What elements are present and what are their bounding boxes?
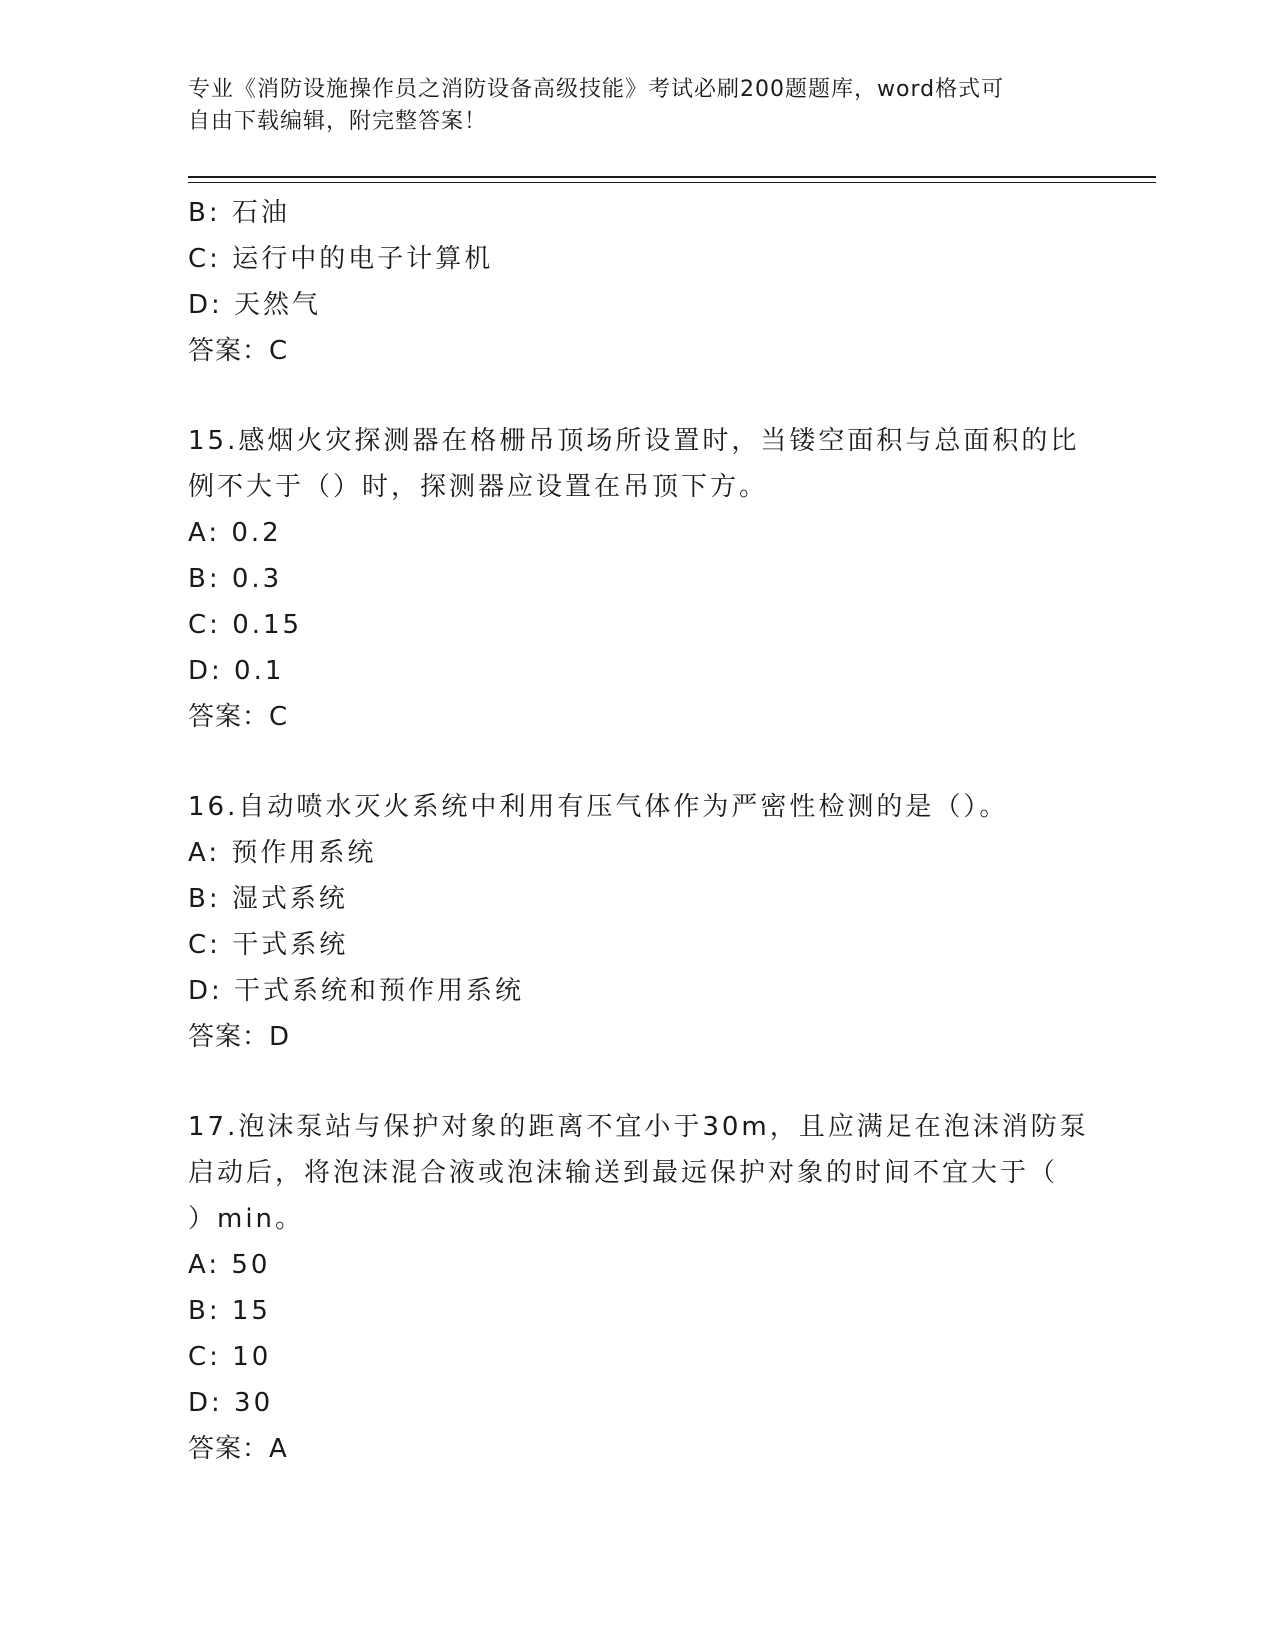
question-text-line: 15.感烟火灾探测器在格栅吊顶场所设置时，当镂空面积与总面积的比 — [188, 426, 1080, 456]
document-body — [188, 190, 1088, 1472]
document-header — [188, 74, 1088, 138]
option-line — [188, 876, 1088, 922]
option-text: 运行中的电子计算机 — [232, 244, 494, 274]
answer-line: 答案：A — [188, 1434, 288, 1464]
option-line — [188, 282, 1088, 328]
option-line — [188, 1380, 1088, 1426]
question-text-line: 17.泡沫泵站与保护对象的距离不宜小于30m，且应满足在泡沫消防泵 — [188, 1112, 1089, 1142]
option-label: D: — [188, 1388, 223, 1418]
option-label: C: — [188, 1342, 221, 1372]
option-label: D: — [188, 656, 223, 686]
option-text: 0.1 — [234, 656, 285, 686]
option-text: 0.2 — [231, 518, 282, 548]
spacer — [188, 740, 1088, 784]
option-text: 0.15 — [232, 610, 303, 640]
option-label: C: — [188, 610, 221, 640]
option-line — [188, 1288, 1088, 1334]
option-label: D: — [188, 290, 223, 320]
question-text-line: 16.自动喷水灭火系统中利用有压气体作为严密性检测的是（）。 — [188, 792, 1009, 822]
option-text: 干式系统和预作用系统 — [234, 976, 525, 1006]
option-label: A: — [188, 1250, 221, 1280]
spacer — [188, 1060, 1088, 1104]
option-text: 湿式系统 — [231, 884, 348, 914]
option-line — [188, 190, 1088, 236]
option-text: 10 — [232, 1342, 272, 1372]
header-divider-thick — [188, 176, 1156, 178]
option-line — [188, 556, 1088, 602]
option-label: D: — [188, 976, 223, 1006]
option-label: B: — [188, 198, 221, 228]
option-text: 0.3 — [231, 564, 283, 594]
option-text: 50 — [231, 1250, 271, 1280]
question-block-16 — [188, 784, 1088, 1060]
option-label: C: — [188, 244, 221, 274]
answer-line: 答案：D — [188, 1022, 291, 1052]
option-text: 预作用系统 — [231, 838, 377, 868]
option-label: B: — [188, 884, 221, 914]
option-text: 天然气 — [234, 290, 322, 320]
option-line — [188, 510, 1088, 556]
option-label: A: — [188, 518, 221, 548]
option-text: 30 — [234, 1388, 274, 1418]
option-text: 石油 — [231, 198, 290, 228]
prev-question-block — [188, 190, 1088, 374]
answer-line: 答案：C — [188, 336, 289, 366]
option-line — [188, 236, 1088, 282]
spacer — [188, 374, 1088, 418]
option-label: C: — [188, 930, 221, 960]
option-line — [188, 830, 1088, 876]
header-line-1: 专业《消防设施操作员之消防设备高级技能》考试必刷200题题库，word格式可 — [188, 77, 1005, 102]
question-text-line: ）min。 — [188, 1204, 305, 1234]
option-text: 15 — [231, 1296, 271, 1326]
option-line — [188, 922, 1088, 968]
question-block-15 — [188, 418, 1088, 740]
question-block-17 — [188, 1104, 1088, 1472]
option-label: B: — [188, 1296, 221, 1326]
option-line — [188, 968, 1088, 1014]
question-text-line: 例不大于（）时，探测器应设置在吊顶下方。 — [188, 472, 769, 502]
option-line — [188, 1242, 1088, 1288]
answer-line: 答案：C — [188, 702, 289, 732]
option-line — [188, 648, 1088, 694]
option-line — [188, 1334, 1088, 1380]
option-label: A: — [188, 838, 221, 868]
question-text-line: 启动后，将泡沫混合液或泡沫输送到最远保护对象的时间不宜大于（ — [188, 1158, 1059, 1188]
header-divider-thin — [188, 182, 1156, 183]
option-line — [188, 602, 1088, 648]
option-text: 干式系统 — [232, 930, 349, 960]
option-label: B: — [188, 564, 221, 594]
header-line-2: 自由下载编辑，附完整答案！ — [188, 109, 488, 134]
